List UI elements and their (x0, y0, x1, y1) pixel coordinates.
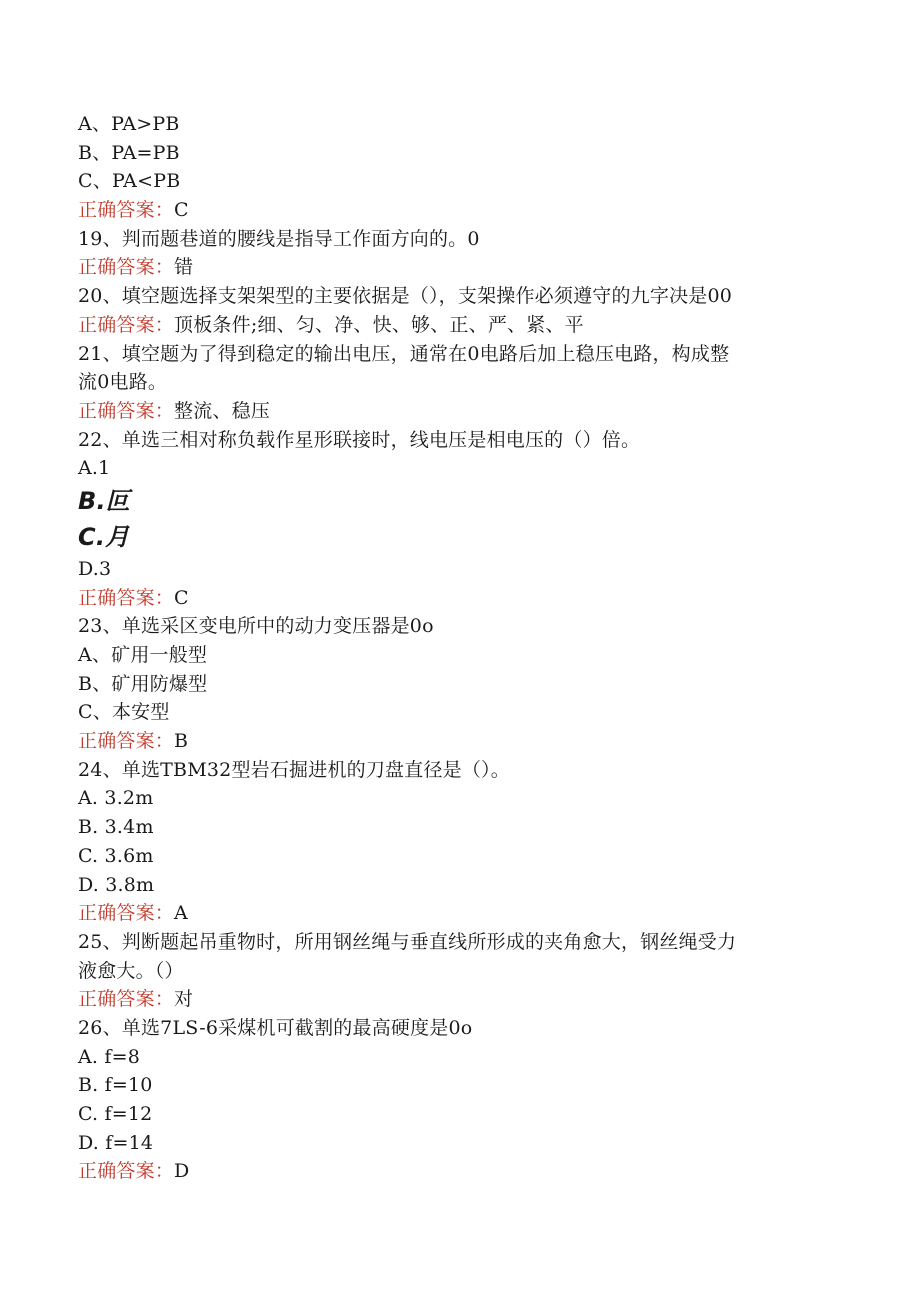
answer-line (78, 253, 838, 282)
option-line: C、本安型 (78, 701, 170, 724)
question-line: 流0电路。 (78, 371, 168, 394)
answer-label: 正确答案： (78, 313, 175, 336)
answer-label: 正确答案： (78, 988, 175, 1011)
question-line: 20、填空题选择支架架型的主要依据是（），支架操作必须遵守的九字决是00 (78, 285, 733, 308)
question-line: 25、判断题起吊重物时，所用钢丝绳与垂直线所形成的夹角愈大，钢丝绳受力 (78, 930, 737, 953)
answer-value: 错 (174, 256, 194, 279)
question-line: 26、单选7LS-6采煤机可截割的最高硬度是0o (78, 1016, 473, 1039)
answer-line (78, 1157, 838, 1186)
answer-value: 顶板条件;细、匀、净、快、够、正、严、紧、平 (174, 313, 584, 336)
option-line: A、PA>PB (78, 113, 180, 135)
answer-line (78, 196, 838, 225)
option-line: A、矿用一般型 (78, 644, 208, 666)
answer-label: 正确答案： (78, 586, 175, 609)
answer-value: D (174, 1160, 190, 1183)
answer-line (78, 899, 838, 928)
answer-value: C (174, 199, 189, 222)
answer-value: A (174, 902, 188, 925)
answer-label: 正确答案： (78, 730, 175, 753)
answer-label: 正确答案： (78, 199, 175, 222)
option-line: A. f=8 (78, 1045, 141, 1068)
option-line: B. 3.4m (78, 816, 154, 839)
option-line: C、PA<PB (78, 170, 181, 193)
option-line: D. f=14 (78, 1131, 154, 1154)
question-line: 21、填空题为了得到稳定的输出电压，通常在0电路后加上稳压电路，构成整 (78, 342, 730, 365)
answer-value: B (174, 730, 189, 753)
answer-line (78, 311, 838, 340)
option-line: C. f=12 (78, 1103, 153, 1125)
question-line: 22、单选三相对称负载作星形联接时，线电压是相电压的（）倍。 (78, 428, 641, 451)
option-line: C.月 (78, 522, 130, 551)
option-line: D. 3.8m (78, 873, 155, 896)
answer-line (78, 727, 838, 756)
answer-label: 正确答案： (78, 1160, 175, 1183)
answer-line (78, 397, 838, 426)
option-line: D.3 (78, 557, 112, 580)
option-line: B、矿用防爆型 (78, 672, 208, 695)
option-line: A.1 (78, 457, 111, 480)
option-line: B、PA=PB (78, 141, 180, 164)
option-line: A. 3.2m (78, 787, 154, 810)
question-line: 24、单选TBM32型岩石掘进机的刀盘直径是（）。 (78, 758, 510, 781)
answer-value: 整流、稳压 (174, 399, 271, 422)
answer-label: 正确答案： (78, 399, 175, 422)
answer-value: 对 (174, 988, 194, 1011)
answer-label: 正确答案： (78, 902, 175, 925)
question-line: 19、判而题巷道的腰线是指导工作面方向的。0 (78, 227, 480, 250)
option-line: C. 3.6m (78, 844, 154, 867)
answer-label: 正确答案： (78, 256, 175, 279)
answer-line (78, 584, 838, 613)
option-line: B. f=10 (78, 1074, 153, 1097)
question-line: 23、单选采区变电所中的动力变压器是0o (78, 615, 434, 638)
question-line: 液愈大。（） (78, 959, 184, 982)
answer-value: C (174, 586, 189, 609)
option-line: B.叵 (78, 486, 131, 515)
answer-line (78, 985, 838, 1014)
document-page (78, 110, 838, 1186)
